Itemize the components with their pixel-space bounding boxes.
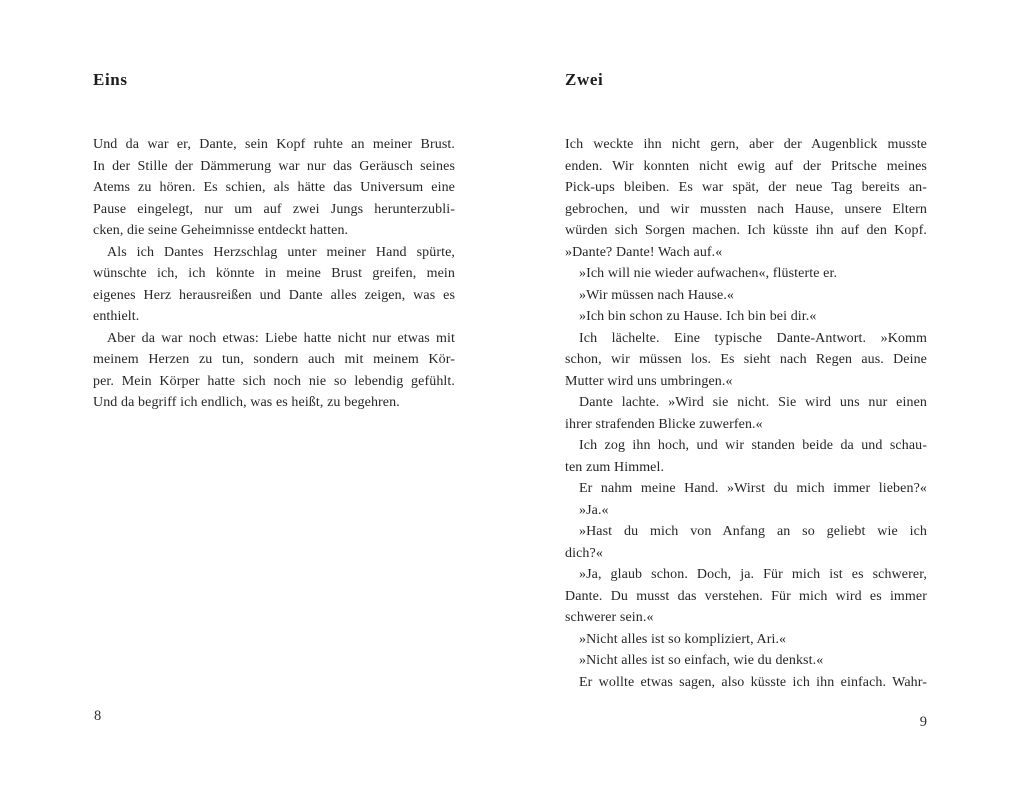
text-line: würden sich Sorgen machen. Ich küsste ihn auf den Kopf. <box>565 223 927 238</box>
text-line: »Dante? Dante! Wach auf.« <box>565 244 723 260</box>
text-line: dich?« <box>565 545 603 561</box>
text-line: ten zum Himmel. <box>565 459 665 475</box>
text-line: eigenes Herz herausreißen und Dante alles zeigen, was es <box>93 287 455 303</box>
text-line: Dante. Du musst das verstehen. Für mich wird es immer <box>565 588 927 604</box>
text-line: »Ich will nie wieder aufwachen«, flüsterte er. <box>579 266 838 281</box>
text-line: »Ja.« <box>579 502 609 518</box>
text-line: enthielt. <box>93 309 140 324</box>
text-line: gebrochen, und wir mussten nach Hause, unsere Eltern <box>565 201 927 217</box>
text-line: Als ich Dantes Herzschlag unter meiner Hand spürte, <box>107 244 455 260</box>
chapter-title-zwei: Zwei <box>565 70 604 89</box>
text-line: per. Mein Körper hatte sich noch nie so lebendig gefühlt. <box>93 373 455 389</box>
text-line: Ich weckte ihn nicht gern, aber der Augenblick musste <box>565 137 927 152</box>
text-line: Ich zog ihn hoch, und wir standen beide da und schau- <box>579 438 927 453</box>
text-line: Pick-ups bleiben. Es war spät, der neue Tag bereits an- <box>565 180 927 195</box>
text-line: wünschte ich, ich könnte in meine Brust greifen, mein <box>93 266 455 281</box>
text-line: Er nahm meine Hand. »Wirst du mich immer lieben?« <box>579 481 927 496</box>
page-left-text-block <box>93 134 455 414</box>
text-line: ihrer strafenden Blicke zuwerfen.« <box>565 416 763 432</box>
text-line: Ich lächelte. Eine typische Dante-Antwort. »Komm <box>579 330 927 346</box>
text-line: cken, die seine Geheimnisse entdeckt hatten. <box>93 223 349 238</box>
text-line: »Nicht alles ist so kompliziert, Ari.« <box>579 631 787 647</box>
text-line: Mutter wird uns umbringen.« <box>565 373 733 389</box>
text-line: Pause eingelegt, nur um auf zwei Jungs herunterzubli- <box>93 201 455 217</box>
text-line: schon, wir müssen los. Es sieht nach Regen aus. Deine <box>565 352 927 367</box>
text-line: Dante lachte. »Wird sie nicht. Sie wird uns nur einen <box>579 395 927 410</box>
text-line: enden. Wir konnten nicht ewig auf der Pritsche meines <box>565 158 927 174</box>
text-line: schwerer sein.« <box>565 610 654 625</box>
text-line: Und da begriff ich endlich, was es heißt, zu begehren. <box>93 395 400 410</box>
text-line: meinem Herzen zu tun, sondern auch mit meinem Kör- <box>93 352 455 367</box>
page-left <box>93 0 455 812</box>
text-line: »Hast du mich von Anfang an so geliebt wie ich <box>579 524 927 539</box>
text-line: »Ja, glaub schon. Doch, ja. Für mich ist es schwerer, <box>579 567 927 582</box>
text-line: Er wollte etwas sagen, also küsste ich ihn einfach. Wahr- <box>579 674 927 690</box>
text-line: »Wir müssen nach Hause.« <box>579 287 735 303</box>
page-right <box>565 0 927 812</box>
text-line: In der Stille der Dämmerung war nur das Geräusch seines <box>93 158 455 174</box>
page-number-left: 8 <box>94 708 102 724</box>
page-right-text-block <box>565 134 927 693</box>
page-number-right: 9 <box>919 714 927 730</box>
text-line: »Ich bin schon zu Hause. Ich bin bei dir.« <box>579 309 817 324</box>
text-line: »Nicht alles ist so einfach, wie du denkst.« <box>579 653 824 668</box>
text-line: Aber da war noch etwas: Liebe hatte nicht nur etwas mit <box>107 330 455 346</box>
chapter-title-eins: Eins <box>93 70 128 89</box>
text-line: Und da war er, Dante, sein Kopf ruhte an meiner Brust. <box>93 137 455 152</box>
text-line: Atems zu hören. Es schien, als hätte das Universum eine <box>93 180 455 195</box>
